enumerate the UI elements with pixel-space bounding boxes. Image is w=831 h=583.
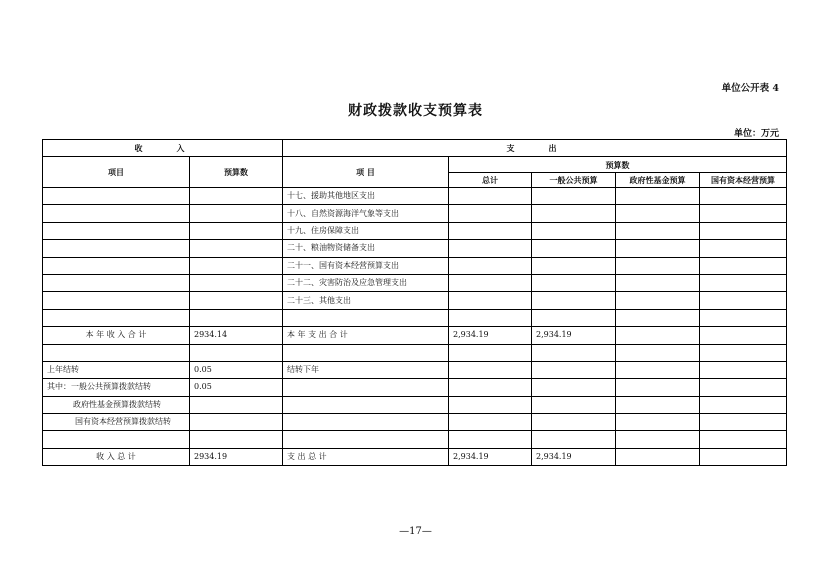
expense-item: 十九、住房保障支出 bbox=[283, 222, 449, 239]
income-value bbox=[190, 240, 283, 257]
col-fund: 政府性基金预算 bbox=[616, 173, 700, 188]
income-item bbox=[43, 274, 190, 291]
soe-value bbox=[700, 188, 787, 205]
table-row-grand-total bbox=[43, 448, 787, 465]
fund-value bbox=[616, 414, 700, 431]
fund-value bbox=[616, 431, 700, 448]
income-item bbox=[43, 344, 190, 361]
total-value bbox=[449, 361, 532, 378]
fund-value bbox=[616, 396, 700, 413]
page-number: —17— bbox=[399, 526, 432, 537]
soe-value bbox=[700, 205, 787, 222]
income-header: 收 入 bbox=[43, 140, 283, 157]
expense-item bbox=[283, 431, 449, 448]
income-item: 本 年 收 入 合 计 bbox=[43, 327, 190, 344]
income-item bbox=[43, 309, 190, 326]
general-value bbox=[532, 309, 616, 326]
expense-item: 二十、粮油物资储备支出 bbox=[283, 240, 449, 257]
expense-item bbox=[283, 379, 449, 396]
expense-header: 支 出 bbox=[283, 140, 787, 157]
income-value bbox=[190, 344, 283, 361]
income-item bbox=[43, 188, 190, 205]
fund-value bbox=[616, 205, 700, 222]
fund-value bbox=[616, 240, 700, 257]
income-value bbox=[190, 274, 283, 291]
income-value: 0.05 bbox=[190, 379, 283, 396]
soe-value bbox=[700, 414, 787, 431]
general-value bbox=[532, 188, 616, 205]
soe-value bbox=[700, 257, 787, 274]
fund-value bbox=[616, 327, 700, 344]
soe-value bbox=[700, 327, 787, 344]
fund-value bbox=[616, 274, 700, 291]
income-item bbox=[43, 205, 190, 222]
table-row bbox=[43, 205, 787, 222]
income-item bbox=[43, 240, 190, 257]
income-item bbox=[43, 257, 190, 274]
unit-label: 单位：万元 bbox=[733, 129, 779, 139]
expense-item: 十七、援助其他地区支出 bbox=[283, 188, 449, 205]
soe-value bbox=[700, 448, 787, 465]
soe-value bbox=[700, 274, 787, 291]
table-row-annual-total bbox=[43, 327, 787, 344]
expense-item: 二十二、灾害防治及应急管理支出 bbox=[283, 274, 449, 291]
col-soe: 国有资本经营预算 bbox=[700, 173, 787, 188]
soe-value bbox=[700, 344, 787, 361]
income-value bbox=[190, 257, 283, 274]
page-title: 财政拨款收支预算表 bbox=[348, 103, 483, 119]
expense-item bbox=[283, 396, 449, 413]
income-item: 政府性基金预算拨款结转 bbox=[43, 396, 190, 413]
total-value bbox=[449, 379, 532, 396]
general-value bbox=[532, 205, 616, 222]
expense-item: 本 年 支 出 合 计 bbox=[283, 327, 449, 344]
general-value bbox=[532, 396, 616, 413]
general-value bbox=[532, 274, 616, 291]
income-value bbox=[190, 414, 283, 431]
general-value bbox=[532, 431, 616, 448]
income-value: 2934.19 bbox=[190, 448, 283, 465]
total-value bbox=[449, 240, 532, 257]
income-value bbox=[190, 396, 283, 413]
expense-item: 二十一、国有资本经营预算支出 bbox=[283, 257, 449, 274]
income-value bbox=[190, 292, 283, 309]
soe-value bbox=[700, 396, 787, 413]
table-row bbox=[43, 292, 787, 309]
table-row bbox=[43, 344, 787, 361]
general-value bbox=[532, 240, 616, 257]
fund-value bbox=[616, 309, 700, 326]
fund-value bbox=[616, 448, 700, 465]
total-value: 2,934.19 bbox=[449, 448, 532, 465]
income-item bbox=[43, 222, 190, 239]
soe-value bbox=[700, 309, 787, 326]
table-row bbox=[43, 361, 787, 378]
general-value bbox=[532, 361, 616, 378]
fund-value bbox=[616, 188, 700, 205]
fund-value bbox=[616, 361, 700, 378]
total-value bbox=[449, 274, 532, 291]
expense-item bbox=[283, 344, 449, 361]
total-value: 2,934.19 bbox=[449, 327, 532, 344]
total-value bbox=[449, 414, 532, 431]
income-item: 收 入 总 计 bbox=[43, 448, 190, 465]
total-value bbox=[449, 205, 532, 222]
form-number: 单位公开表 4 bbox=[721, 83, 779, 94]
budget-table bbox=[42, 139, 787, 466]
col-expense-budget: 预算数 bbox=[449, 157, 787, 173]
income-item bbox=[43, 431, 190, 448]
expense-item bbox=[283, 309, 449, 326]
table-row bbox=[43, 379, 787, 396]
soe-value bbox=[700, 431, 787, 448]
table-row bbox=[43, 414, 787, 431]
expense-item bbox=[283, 414, 449, 431]
soe-value bbox=[700, 292, 787, 309]
expense-item: 支 出 总 计 bbox=[283, 448, 449, 465]
total-value bbox=[449, 222, 532, 239]
fund-value bbox=[616, 257, 700, 274]
income-value bbox=[190, 431, 283, 448]
soe-value bbox=[700, 361, 787, 378]
total-value bbox=[449, 396, 532, 413]
income-value bbox=[190, 205, 283, 222]
total-value bbox=[449, 188, 532, 205]
total-value bbox=[449, 257, 532, 274]
income-item bbox=[43, 292, 190, 309]
income-value bbox=[190, 222, 283, 239]
soe-value bbox=[700, 240, 787, 257]
total-value bbox=[449, 292, 532, 309]
income-value: 0.05 bbox=[190, 361, 283, 378]
col-general: 一般公共预算 bbox=[532, 173, 616, 188]
fund-value bbox=[616, 222, 700, 239]
fund-value bbox=[616, 379, 700, 396]
soe-value bbox=[700, 222, 787, 239]
col-total: 总计 bbox=[449, 173, 532, 188]
col-expense-item: 项 目 bbox=[283, 157, 449, 188]
fund-value bbox=[616, 292, 700, 309]
fund-value bbox=[616, 344, 700, 361]
col-income-budget: 预算数 bbox=[190, 157, 283, 188]
table-row bbox=[43, 188, 787, 205]
income-value: 2934.14 bbox=[190, 327, 283, 344]
total-value bbox=[449, 344, 532, 361]
income-value bbox=[190, 188, 283, 205]
table-row bbox=[43, 431, 787, 448]
table-row bbox=[43, 222, 787, 239]
general-value: 2,934.19 bbox=[532, 327, 616, 344]
general-value bbox=[532, 257, 616, 274]
income-item: 其中：一般公共预算拨款结转 bbox=[43, 379, 190, 396]
income-item: 上年结转 bbox=[43, 361, 190, 378]
expense-item: 二十三、其他支出 bbox=[283, 292, 449, 309]
income-item: 国有资本经营预算拨款结转 bbox=[43, 414, 190, 431]
general-value bbox=[532, 379, 616, 396]
total-value bbox=[449, 431, 532, 448]
general-value bbox=[532, 222, 616, 239]
soe-value bbox=[700, 379, 787, 396]
income-value bbox=[190, 309, 283, 326]
table-row bbox=[43, 396, 787, 413]
general-value: 2,934.19 bbox=[532, 448, 616, 465]
col-income-item: 项目 bbox=[43, 157, 190, 188]
table-row bbox=[43, 257, 787, 274]
general-value bbox=[532, 292, 616, 309]
expense-item: 结转下年 bbox=[283, 361, 449, 378]
table-row bbox=[43, 274, 787, 291]
total-value bbox=[449, 309, 532, 326]
table-row bbox=[43, 309, 787, 326]
expense-item: 十八、自然资源海洋气象等支出 bbox=[283, 205, 449, 222]
general-value bbox=[532, 344, 616, 361]
general-value bbox=[532, 414, 616, 431]
table-row bbox=[43, 240, 787, 257]
